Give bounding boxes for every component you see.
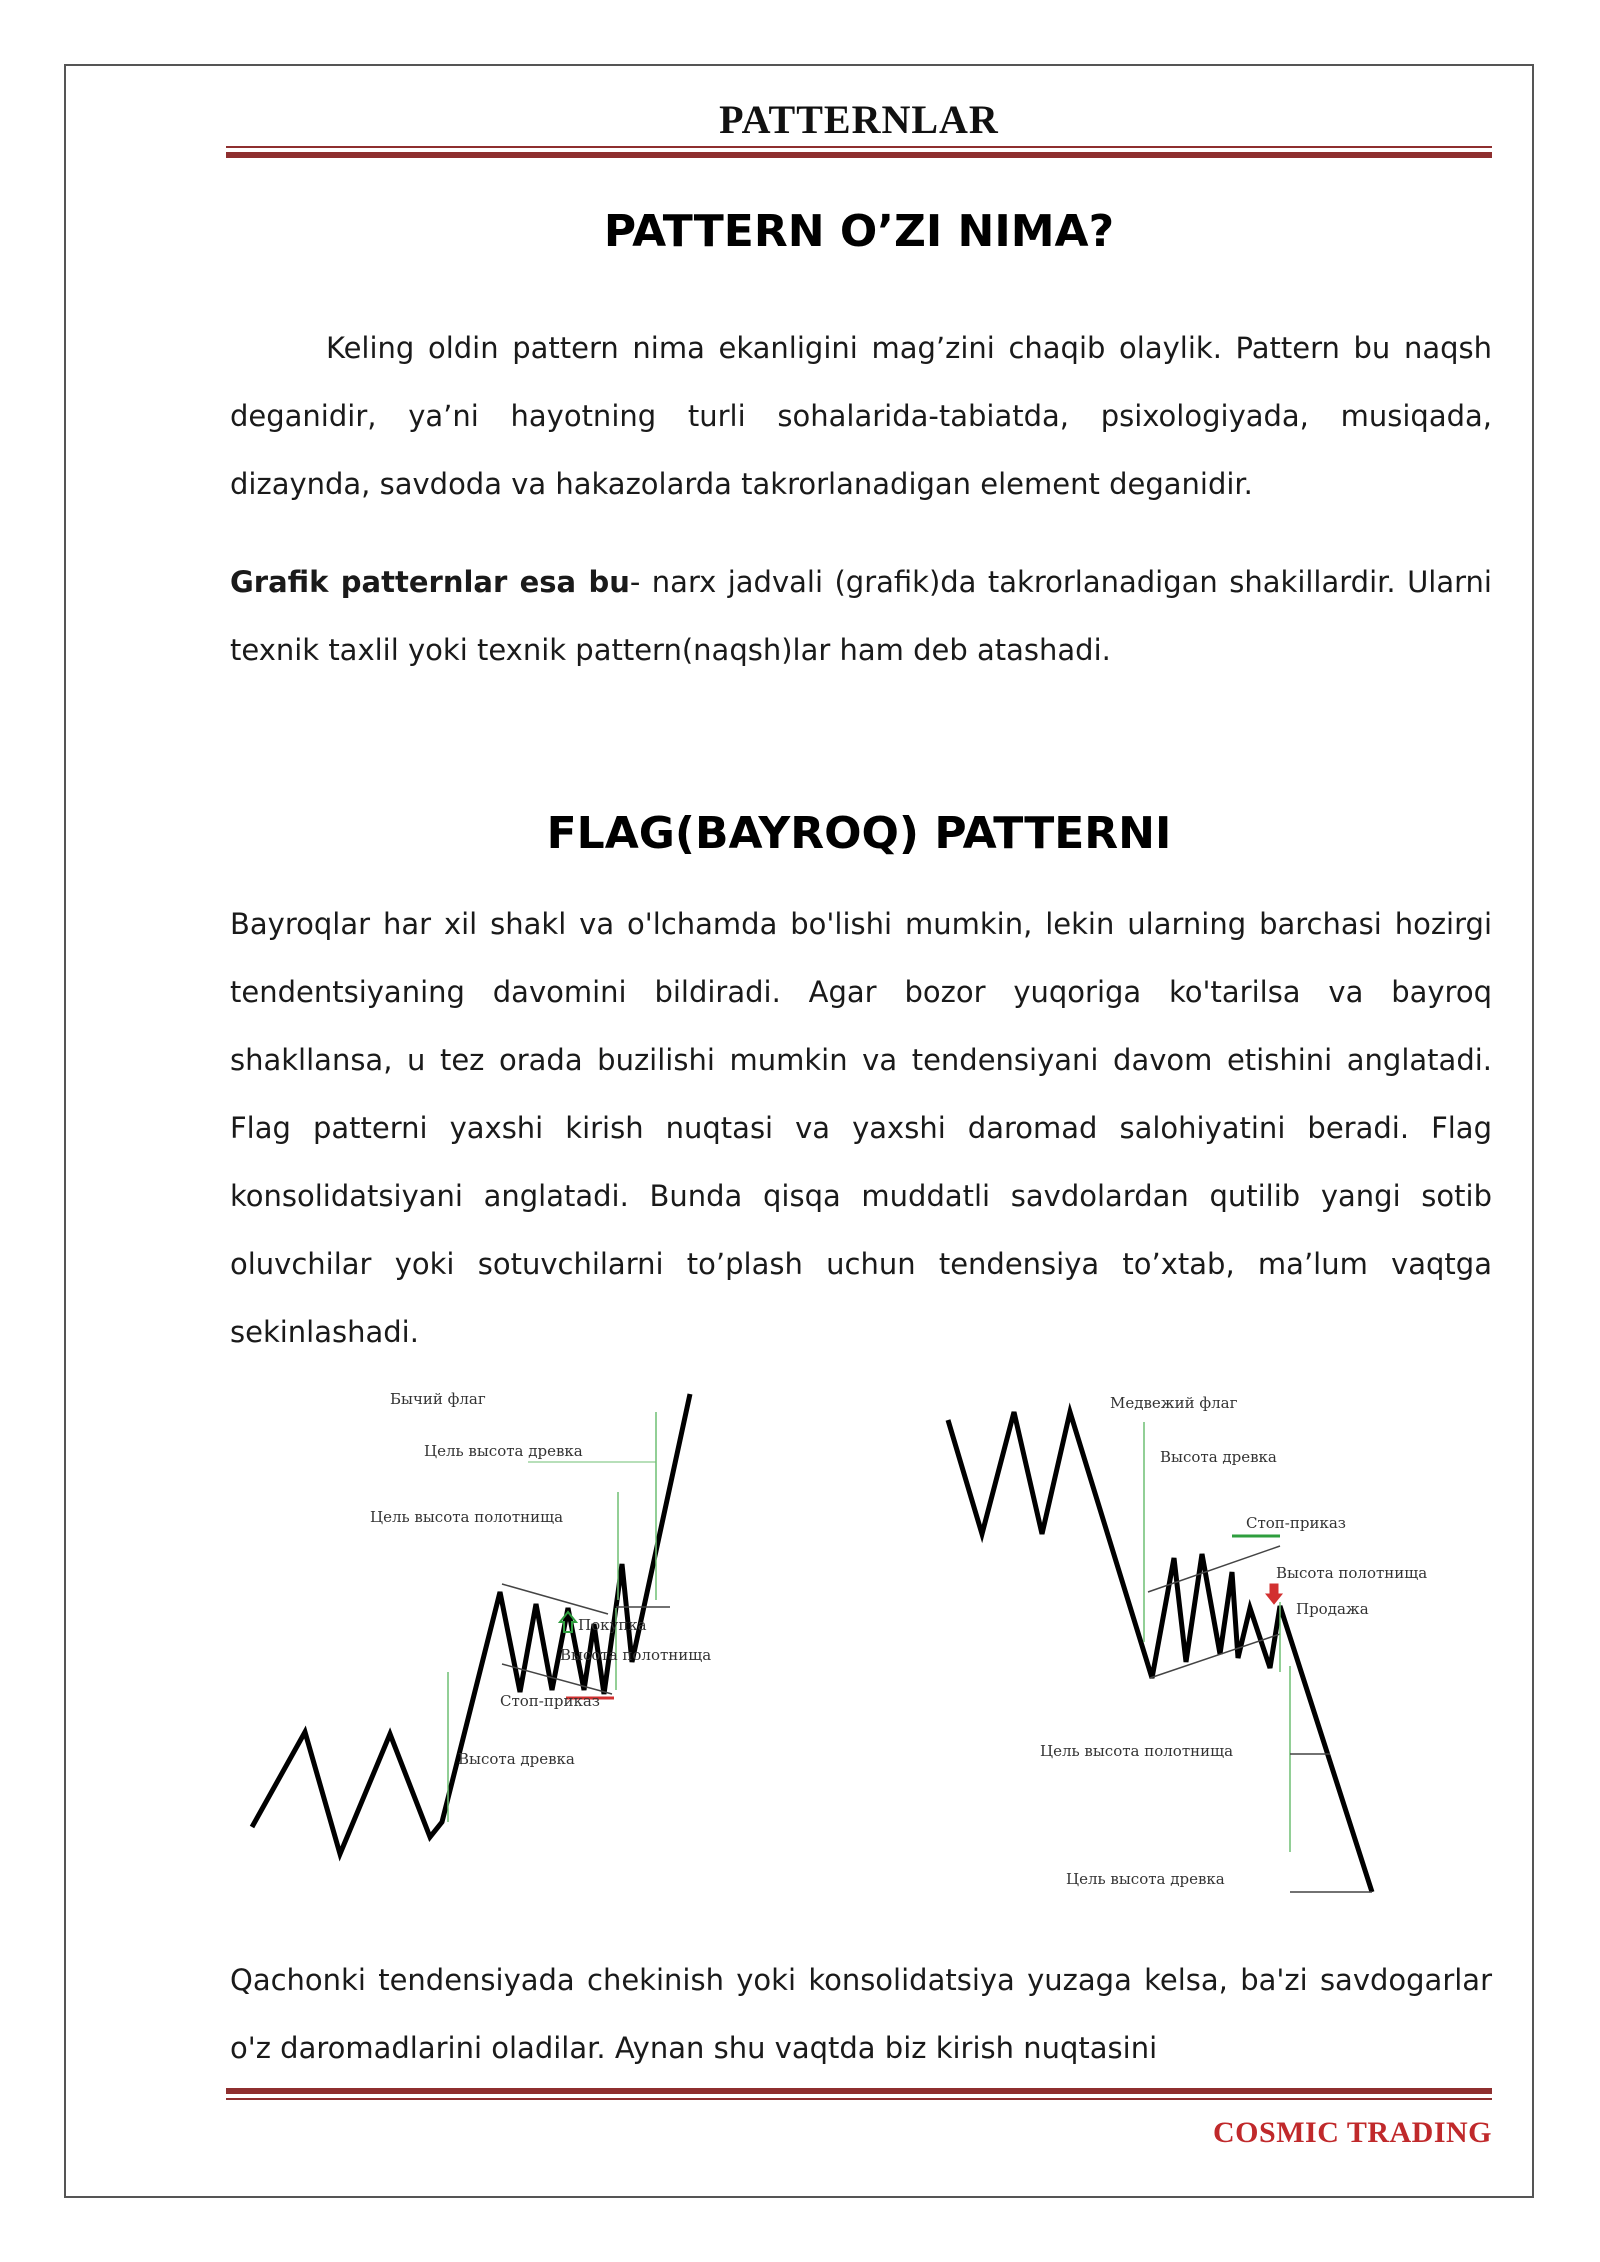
bear-price-line: [948, 1412, 1372, 1892]
footer-brand: COSMIC TRADING: [1213, 2116, 1492, 2149]
paragraph-consolidation: Qachonki tendensiyada chekinish yoki konsolidatsiya yuzaga kelsa, ba'zi savdogarlar o'z daromadlarini oladilar. Aynan shu vaqtda biz kirish nuqtasini: [230, 1963, 1492, 2065]
bear-label-flag-height: Высота полотнища: [1276, 1564, 1428, 1582]
bull-flag-chart: [252, 1390, 711, 1854]
bull-label-flag-height: Высота полотнища: [560, 1646, 712, 1664]
footer-rule: [226, 2088, 1492, 2100]
bear-chart-title: Медвежий флаг: [1110, 1394, 1238, 1412]
bold-term: Grafik patternlar esa bu: [230, 565, 630, 599]
bull-label-stop: Стоп-приказ: [500, 1692, 600, 1710]
flag-pattern-figure: [230, 1372, 1492, 1932]
bull-flag-upper-channel: [502, 1584, 608, 1614]
sell-arrow-icon: [1266, 1584, 1282, 1604]
section-heading-pattern: PATTERN O’ZI NIMA?: [603, 206, 1115, 257]
page-header-title: PATTERNLAR: [719, 97, 999, 142]
bear-label-sell: Продажа: [1296, 1600, 1369, 1618]
paragraph-pattern-intro: Keling oldin pattern nima ekanligini mag’zini chaqib olaylik. Pattern bu naqsh deganidir, ya’ni hayotning turli sohalarida-tabiatda, psixologiyada, musiqada, dizaynda, savdoda va hakazolarda takrorlanadigan element deganidir.: [230, 331, 1492, 501]
header-rule: [226, 146, 1492, 158]
bear-flag-chart: [948, 1394, 1427, 1892]
paragraph-flag-description: Bayroqlar har xil shakl va o'lchamda bo'lishi mumkin, lekin ularning barchasi hozirgi tendentsiyaning davomini bildiradi. Agar bozor yuqoriga ko'tarilsa va bayroq shakllansa, u tez orada buzilishi mumkin va tendensiyani davom etishini anglatadi. Flag patterni yaxshi kirish nuqtasi va yaxshi daromad salohiyatini beradi. Flag konsolidatsiyani anglatadi. Bunda qisqa muddatli savdolardan qutilib yangi sotib oluvchilar yoki sotuvchilarni to’plash uchun tendensiya to’xtab, ma’lum vaqtga sekinlashadi.: [230, 907, 1492, 1349]
paragraph-grafik-patternlar: Grafik patternlar esa bu- narx jadvali (grafik)da takrorlanadigan shakillardir. Ularni texnik taxlil yoki texnik pattern(naqsh)lar ham deb atashadi.: [230, 565, 1492, 667]
bull-label-target-flag: Цель высота полотнища: [370, 1508, 564, 1526]
bear-label-target-pole: Цель высота древка: [1066, 1870, 1225, 1888]
bull-label-pole-height: Высота древка: [458, 1750, 575, 1768]
bear-label-stop: Стоп-приказ: [1246, 1514, 1346, 1532]
section-heading-flag: FLAG(BAYROQ) PATTERNI: [546, 808, 1172, 859]
bear-flag-lower-channel: [1150, 1634, 1280, 1678]
bull-chart-title: Бычий флаг: [390, 1390, 486, 1408]
bear-flag-upper-channel: [1148, 1546, 1280, 1592]
bear-label-pole-height: Высота древка: [1160, 1448, 1277, 1466]
bull-label-target-pole: Цель высота древка: [424, 1442, 583, 1460]
bear-label-target-flag: Цель высота полотнища: [1040, 1742, 1234, 1760]
bull-label-buy: Покупка: [578, 1616, 647, 1634]
